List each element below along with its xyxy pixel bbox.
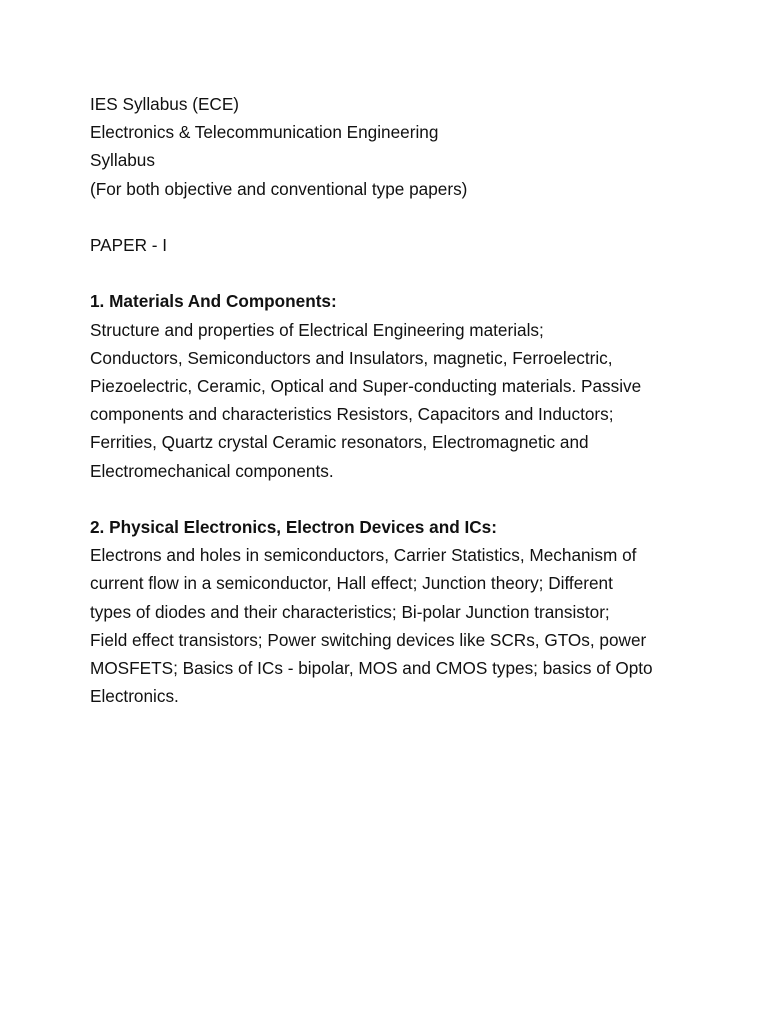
section-text-line: Piezoelectric, Ceramic, Optical and Super-conducting materials. Passive <box>90 376 642 396</box>
spacer <box>90 485 730 513</box>
section-text-line: Field effect transistors; Power switching devices like SCRs, GTOs, power <box>90 629 647 650</box>
section-text-line: Ferrities, Quartz crystal Ceramic resonators, Electromagnetic and <box>90 432 589 453</box>
section-materials-components <box>90 287 730 484</box>
section-text-line: Conductors, Semiconductors and Insulators, magnetic, Ferroelectric, <box>90 347 613 368</box>
section-text-line: Electromechanical components. <box>90 460 334 481</box>
document-header <box>90 90 730 203</box>
section-text-line: Electronics. <box>90 686 179 707</box>
header-title: IES Syllabus (ECE) <box>90 94 240 114</box>
section-text-line: components and characteristics Resistors, Capacitors and Inductors; <box>90 404 614 425</box>
section-text-line: MOSFETS; Basics of ICs - bipolar, MOS and CMOS types; basics of Opto <box>90 658 653 679</box>
header-subject: Electronics & Telecommunication Engineering <box>90 122 439 143</box>
document-page <box>90 90 730 710</box>
section-text-line: Electrons and holes in semiconductors, Carrier Statistics, Mechanism of <box>90 545 637 566</box>
header-note: (For both objective and conventional type papers) <box>90 178 468 199</box>
section-physical-electronics <box>90 513 730 710</box>
spacer <box>90 203 730 231</box>
section-heading: 1. Materials And Components: <box>90 291 337 312</box>
header-label: Syllabus <box>90 150 155 171</box>
section-text-line: Structure and properties of Electrical Engineering materials; <box>90 319 544 340</box>
section-text-line: current flow in a semiconductor, Hall effect; Junction theory; Different <box>90 573 613 594</box>
spacer <box>90 259 730 287</box>
section-heading: 2. Physical Electronics, Electron Devices and ICs: <box>90 517 497 537</box>
section-text-line: types of diodes and their characteristics; Bi-polar Junction transistor; <box>90 601 610 622</box>
paper-title: PAPER - I <box>90 235 168 255</box>
